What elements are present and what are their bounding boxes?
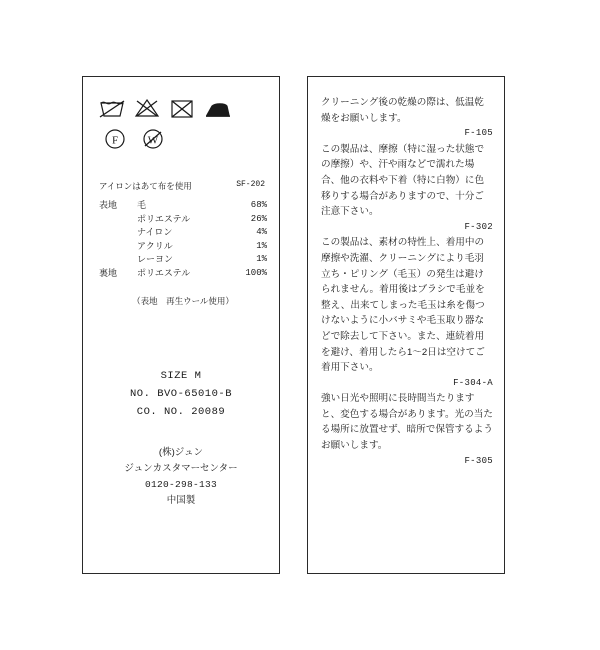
care-paragraph-code: F-304-A xyxy=(453,377,493,388)
bleach-no-icon xyxy=(134,97,160,119)
care-symbol-row-primary xyxy=(99,97,265,119)
size-info-block xyxy=(83,367,279,421)
fabric-group-label-empty xyxy=(99,226,137,240)
fabric-group-label: 表地 xyxy=(99,200,118,210)
fabric-material: 毛 xyxy=(137,200,147,210)
care-symbol-row-secondary xyxy=(103,127,265,149)
customer-center: ジュンカスタマーセンター xyxy=(124,463,238,474)
co-number-line: CO. NO. 20089 xyxy=(136,406,226,418)
wash-no-icon xyxy=(99,97,125,119)
wetclean-w-no-icon xyxy=(141,127,167,149)
fabric-percent: 100% xyxy=(245,267,267,278)
company-name: (株)ジュン xyxy=(158,447,204,458)
care-paragraph-code: F-302 xyxy=(464,221,493,232)
table-row xyxy=(99,253,267,267)
care-paragraph-code: F-105 xyxy=(464,128,493,139)
fabric-percent: 1% xyxy=(256,254,267,264)
fabric-percent: 1% xyxy=(256,240,267,251)
table-row xyxy=(99,226,267,240)
sf-code: SF-202 xyxy=(236,180,265,189)
fabric-material: ポリエステル xyxy=(137,213,191,224)
table-row xyxy=(99,240,267,254)
right-care-label xyxy=(307,76,505,574)
fabric-percent: 4% xyxy=(256,227,267,237)
care-paragraph xyxy=(321,235,493,391)
dryclean-f-icon xyxy=(103,127,129,149)
table-row xyxy=(99,267,267,281)
fabric-group-label-empty xyxy=(99,213,137,227)
left-care-label xyxy=(82,76,280,574)
tumble-dry-no-icon xyxy=(169,97,195,119)
care-paragraph-text: この製品は、素材の特性上、着用中の摩擦や洗濯、クリーニングにより毛羽立ち・ピリング（毛玉）の発生は避けられません。着用後はブラシで毛並を整え、出来てしまった毛玉は糸を傷つけないように小バサミや毛玉取り器などで除去して下さい。また、連続着用を避け、着用したら1～2日は空けてご着用下さい。 xyxy=(321,237,485,374)
fabric-group-label-empty xyxy=(99,253,137,267)
maker-info-block xyxy=(83,445,279,509)
fabric-material: ナイロン xyxy=(137,227,173,237)
fabric-percent: 26% xyxy=(250,213,267,224)
care-paragraph-text: クリーニング後の乾燥の際は、低温乾燥をお願いします。 xyxy=(321,97,484,124)
fabric-composition-table xyxy=(99,199,267,280)
product-number-line: NO. BVO-65010-B xyxy=(129,388,232,400)
phone-number: 0120-298-133 xyxy=(144,479,217,490)
fabric-material: アクリル xyxy=(137,240,173,251)
size-line: SIZE M xyxy=(160,370,202,382)
care-paragraph-text: 強い日光や照明に長時間当たりますと、変色する場合があります。光の当たる場所に放置せず、暗所で保管するようお願いします。 xyxy=(321,393,493,452)
fabric-group-label-empty xyxy=(99,240,137,254)
svg-text:F: F xyxy=(111,134,119,147)
country-of-origin: 中国製 xyxy=(166,495,196,506)
fabric-group-label: 裏地 xyxy=(99,267,118,278)
svg-text:W: W xyxy=(147,134,159,147)
table-row xyxy=(99,213,267,227)
care-paragraph xyxy=(321,142,493,236)
table-row xyxy=(99,199,267,213)
recycle-note: （表地 再生ウール使用） xyxy=(132,296,234,306)
fabric-percent: 68% xyxy=(250,200,267,210)
care-instructions-text xyxy=(321,95,493,469)
fabric-material: ポリエステル xyxy=(137,267,191,278)
care-symbol-group xyxy=(99,97,265,149)
care-paragraph xyxy=(321,391,493,469)
care-paragraph-code: F-305 xyxy=(464,455,493,466)
iron-icon xyxy=(204,97,230,119)
care-paragraph xyxy=(321,95,493,142)
fabric-material: レーヨン xyxy=(137,254,174,264)
iron-note: アイロンはあて布を使用 xyxy=(99,181,192,191)
care-paragraph-text: この製品は、摩擦（特に湿った状態での摩擦）や、汗や雨などで濡れた場合、他の衣料や下着（特に白物）に色移りする場合がありますので、十分ご注意下さい。 xyxy=(321,143,485,218)
